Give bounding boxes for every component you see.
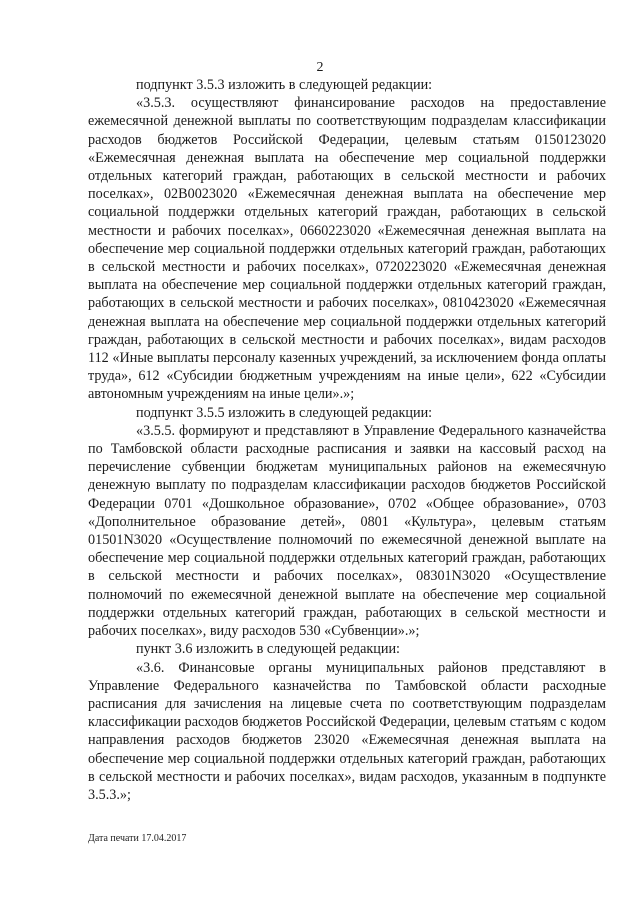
paragraph-point-3-6-intro: пункт 3.6 изложить в следующей редакции: <box>136 641 400 658</box>
paragraph-subpoint-3-5-5-intro: подпункт 3.5.5 изложить в следующей редакции: <box>136 404 433 421</box>
paragraph-point-3-6-text: «3.6. Финансовые органы муниципальных районов представляют в Управление Федерального казначейства по Тамбовской области расходные расписания для зачисления на лицевые счета по соответствующим подразделам классификации расходов бюджетов Российской Федерации, целевым статьям с кодом направления расходов бюджетов 23020 «Ежемесячная денежная выплата на обеспечение мер социальной поддержки отдельных категорий граждан, работающих в сельской местности и рабочих поселках», видам расходов, указанным в подпункте 3.5.3.»; <box>88 659 606 803</box>
paragraph-subpoint-3-5-3-intro: подпункт 3.5.3 изложить в следующей редакции: <box>136 77 433 93</box>
paragraph-subpoint-3-5-3-text: «3.5.3. осуществляют финансирование расходов на предоставление ежемесячной денежной выплаты по соответствующим подразделам классификации расходов бюджетов Российской Федерации, целевым статьям 0150123020 «Ежемесячная денежная выплата на обеспечение мер социальной поддержки отдельных категорий граждан, работающих в сельской местности и рабочих поселках», 02В0023020 «Ежемесячная денежная выплата на обеспечение мер социальной поддержки отдельных категорий граждан, работающих в сельской местности и рабочих поселках», 0660223020 «Ежемесячная денежная выплата на обеспечение мер социальной поддержки отдельных категорий граждан, работающих в сельской местности и рабочих поселках», 0720223020 «Ежемесячная денежная выплата на обеспечение мер социальной поддержки отдельных категорий граждан, работающих в сельской местности и рабочих поселках», 0810423020 «Ежемесячная денежная выплата на обеспечение мер социальной поддержки отдельных категорий граждан, работающих в сельской местности и рабочих поселках», видам расходов 112 «Иные выплаты персоналу казенных учреждений, за исключением фонда оплаты труда», 612 «Субсидии бюджетным учреждениям на иные цели», 622 «Субсидии автономным учреждениям на иные цели».»; <box>88 95 606 403</box>
print-date-footer: Дата печати 17.04.2017 <box>88 833 187 844</box>
page-number: 2 <box>316 60 324 75</box>
document-body <box>88 76 606 804</box>
paragraph-subpoint-3-5-5-text: «3.5.5. формируют и представляют в Управление Федерального казначейства по Тамбовской области расходные расписания и заявки на кассовый расход на перечисление субвенции бюджетам муниципальных районов на ежемесячную денежную выплату по подразделам классификации расходов бюджетов Российской Федерации 0701 «Дошкольное образование», 0702 «Общее образование», 0703 «Дополнительное образование детей», 0801 «Культура», целевым статьям 01501N3020 «Осуществление полномочий по ежемесячной денежной выплате на обеспечение мер социальной поддержки отдельных категорий граждан, работающих в сельской местности и рабочих поселках», 08301N3020 «Осуществление полномочий по ежемесячной денежной выплате на обеспечение мер социальной поддержки отдельных категорий граждан, работающих в сельской местности и рабочих поселках», виду расходов 530 «Субвенции».»; <box>88 422 606 640</box>
